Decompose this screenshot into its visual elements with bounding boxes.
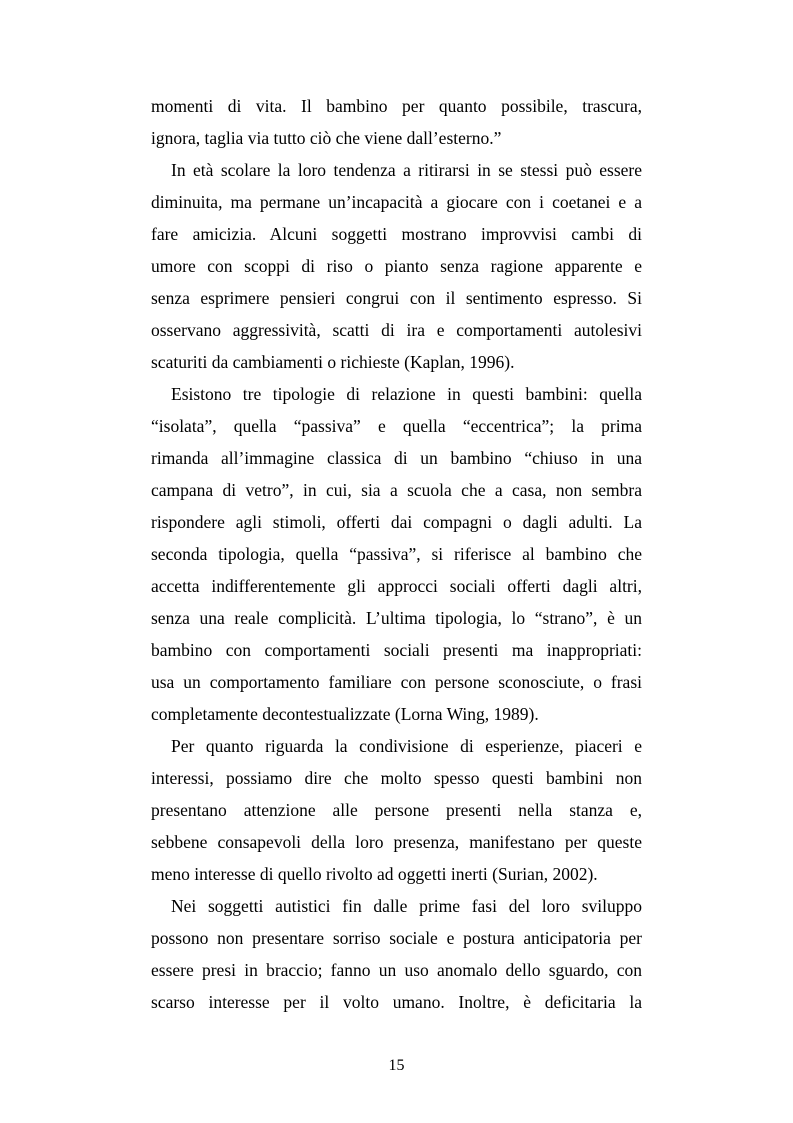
text-line: bambino con comportamenti sociali presenti ma inappropriati: [151, 640, 642, 660]
text-line: osservano aggressività, scatti di ira e comportamenti autolesivi [151, 320, 642, 340]
paragraph-first-line: Nei soggetti autistici fin dalle prime fasi del loro sviluppo [171, 896, 642, 916]
paragraph-first-line: Esistono tre tipologie di relazione in questi bambini: quella [171, 384, 642, 404]
text-line: scarso interesse per il volto umano. Inoltre, è deficitaria la [151, 992, 642, 1012]
text-line: sebbene consapevoli della loro presenza, manifestano per queste [151, 832, 642, 852]
text-line: interessi, possiamo dire che molto spesso questi bambini non [151, 768, 642, 788]
text-line: umore con scoppi di riso o pianto senza ragione apparente e [151, 256, 642, 276]
text-line: accetta indifferentemente gli approcci sociali offerti dagli altri, [151, 576, 642, 596]
text-line: diminuita, ma permane un’incapacità a giocare con i coetanei e a [151, 192, 642, 212]
paragraph-first-line: Per quanto riguarda la condivisione di esperienze, piaceri e [171, 736, 642, 756]
text-line: meno interesse di quello rivolto ad oggetti inerti (Surian, 2002). [151, 864, 598, 884]
text-line: rispondere agli stimoli, offerti dai compagni o dagli adulti. La [151, 512, 642, 532]
text-line: possono non presentare sorriso sociale e postura anticipatoria per [151, 928, 642, 948]
text-line: seconda tipologia, quella “passiva”, si riferisce al bambino che [151, 544, 642, 564]
paragraph-first-line: In età scolare la loro tendenza a ritirarsi in se stessi può essere [171, 160, 642, 180]
text-line: essere presi in braccio; fanno un uso anomalo dello sguardo, con [151, 960, 642, 980]
text-line: momenti di vita. Il bambino per quanto possibile, trascura, [151, 96, 642, 116]
text-line: scaturiti da cambiamenti o richieste (Kaplan, 1996). [151, 352, 515, 372]
text-line: “isolata”, quella “passiva” e quella “eccentrica”; la prima [151, 416, 642, 436]
text-line: ignora, taglia via tutto ciò che viene dall’esterno.” [151, 128, 502, 148]
text-line: presentano attenzione alle persone presenti nella stanza e, [151, 800, 642, 820]
text-line: senza esprimere pensieri congrui con il sentimento espresso. Si [151, 288, 642, 308]
body-text [151, 90, 642, 1018]
text-line: campana di vetro”, in cui, sia a scuola che a casa, non sembra [151, 480, 642, 500]
text-line: senza una reale complicità. L’ultima tipologia, lo “strano”, è un [151, 608, 642, 628]
page-number: 15 [388, 1057, 405, 1074]
text-line: fare amicizia. Alcuni soggetti mostrano improvvisi cambi di [151, 224, 642, 244]
text-line: usa un comportamento familiare con persone sconosciute, o frasi [151, 672, 642, 692]
text-line: rimanda all’immagine classica di un bambino “chiuso in una [151, 448, 642, 468]
text-line: completamente decontestualizzate (Lorna Wing, 1989). [151, 704, 539, 724]
